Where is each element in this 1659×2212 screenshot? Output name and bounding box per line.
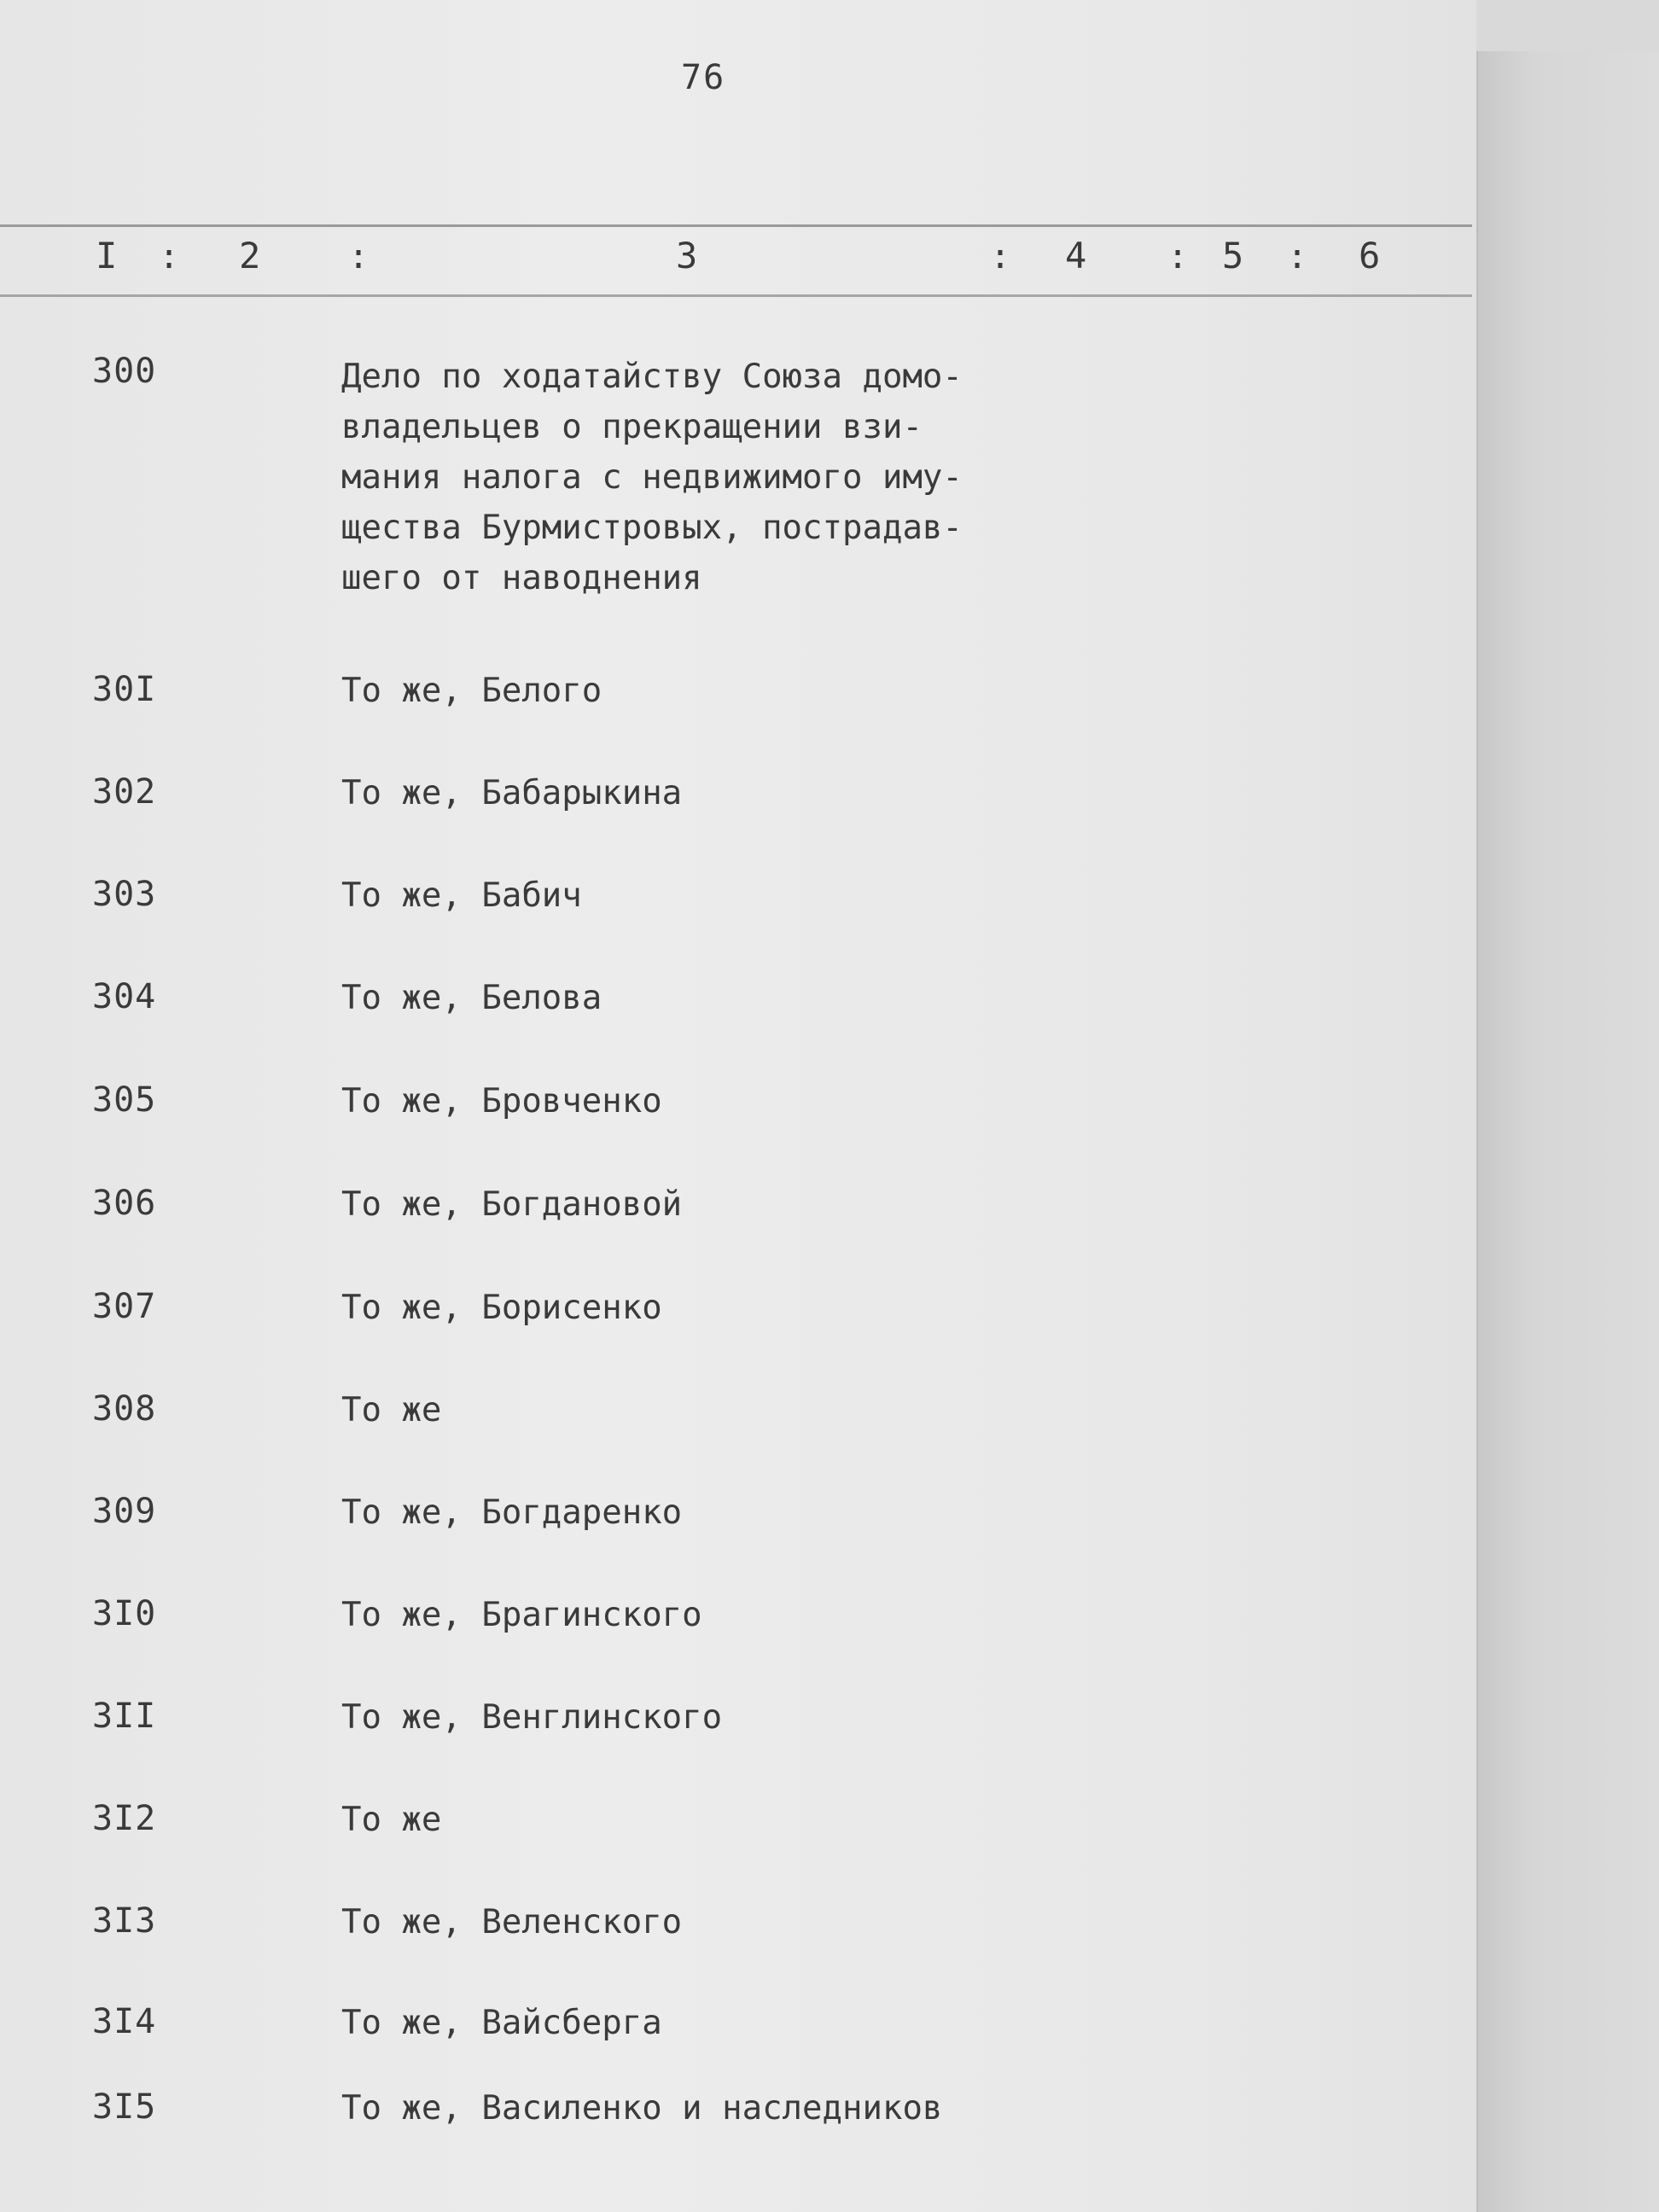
row-description: То же, Богдаренко	[341, 1493, 683, 1532]
row-number: 305	[92, 1080, 157, 1120]
column-header-4: 4	[1065, 235, 1087, 276]
row-description: То же	[341, 1801, 442, 1839]
row-number: 3II	[92, 1697, 157, 1736]
column-separator: :	[1167, 237, 1189, 276]
row-number: 30I	[92, 670, 157, 709]
row-number: 309	[92, 1492, 157, 1531]
column-header-5: 5	[1222, 235, 1244, 276]
underlying-page-edge	[1476, 51, 1659, 2212]
row-description: То же, Венглинского	[341, 1698, 723, 1737]
column-separator: :	[159, 237, 180, 276]
row-description: То же, Белова	[341, 979, 602, 1017]
row-description: То же, Бровченко	[341, 1082, 662, 1121]
row-number: 3I0	[92, 1594, 157, 1633]
header-rule-bottom	[0, 294, 1472, 297]
column-header-2: 2	[239, 235, 261, 276]
row-number: 307	[92, 1287, 157, 1326]
row-description: То же, Вайсберга	[341, 2004, 662, 2042]
column-header-3: 3	[676, 235, 698, 276]
row-number: 300	[92, 352, 157, 391]
row-description: То же, Богдановой	[341, 1185, 683, 1224]
description-line: мания налога с недвижимого иму-	[341, 458, 963, 497]
column-header-6: 6	[1359, 235, 1381, 276]
description-line: владельцев о прекращении взи-	[341, 408, 923, 446]
row-description: То же, Борисенко	[341, 1289, 662, 1327]
row-number: 3I2	[92, 1799, 157, 1838]
description-line: шего от наводнения	[341, 559, 702, 597]
row-description: То же	[341, 1391, 442, 1429]
row-number: 3I5	[92, 2087, 157, 2127]
column-separator: :	[1287, 237, 1308, 276]
row-number: 308	[92, 1389, 157, 1429]
row-number: 304	[92, 977, 157, 1016]
header-rule-top	[0, 224, 1472, 227]
page-number: 76	[681, 58, 726, 97]
row-number: 302	[92, 772, 157, 812]
column-header-1: I	[96, 235, 118, 276]
row-description: То же, Бабич	[341, 876, 582, 915]
column-separator: :	[990, 237, 1011, 276]
row-description: То же, Василенко и наследников	[341, 2089, 943, 2128]
row-description: То же, Белого	[341, 672, 602, 710]
row-description: То же, Веленского	[341, 1903, 683, 1941]
row-number: 3I3	[92, 1901, 157, 1941]
description-line: Дело по ходатайству Союза домо-	[341, 358, 963, 396]
row-number: 3I4	[92, 2002, 157, 2041]
description-line: щества Бурмистровых, пострадав-	[341, 509, 963, 547]
row-description	[341, 352, 963, 603]
row-number: 306	[92, 1184, 157, 1223]
row-description: То же, Бабарыкина	[341, 774, 683, 812]
row-number: 303	[92, 875, 157, 914]
row-description: То же, Брагинского	[341, 1596, 702, 1634]
column-separator: :	[348, 237, 370, 276]
